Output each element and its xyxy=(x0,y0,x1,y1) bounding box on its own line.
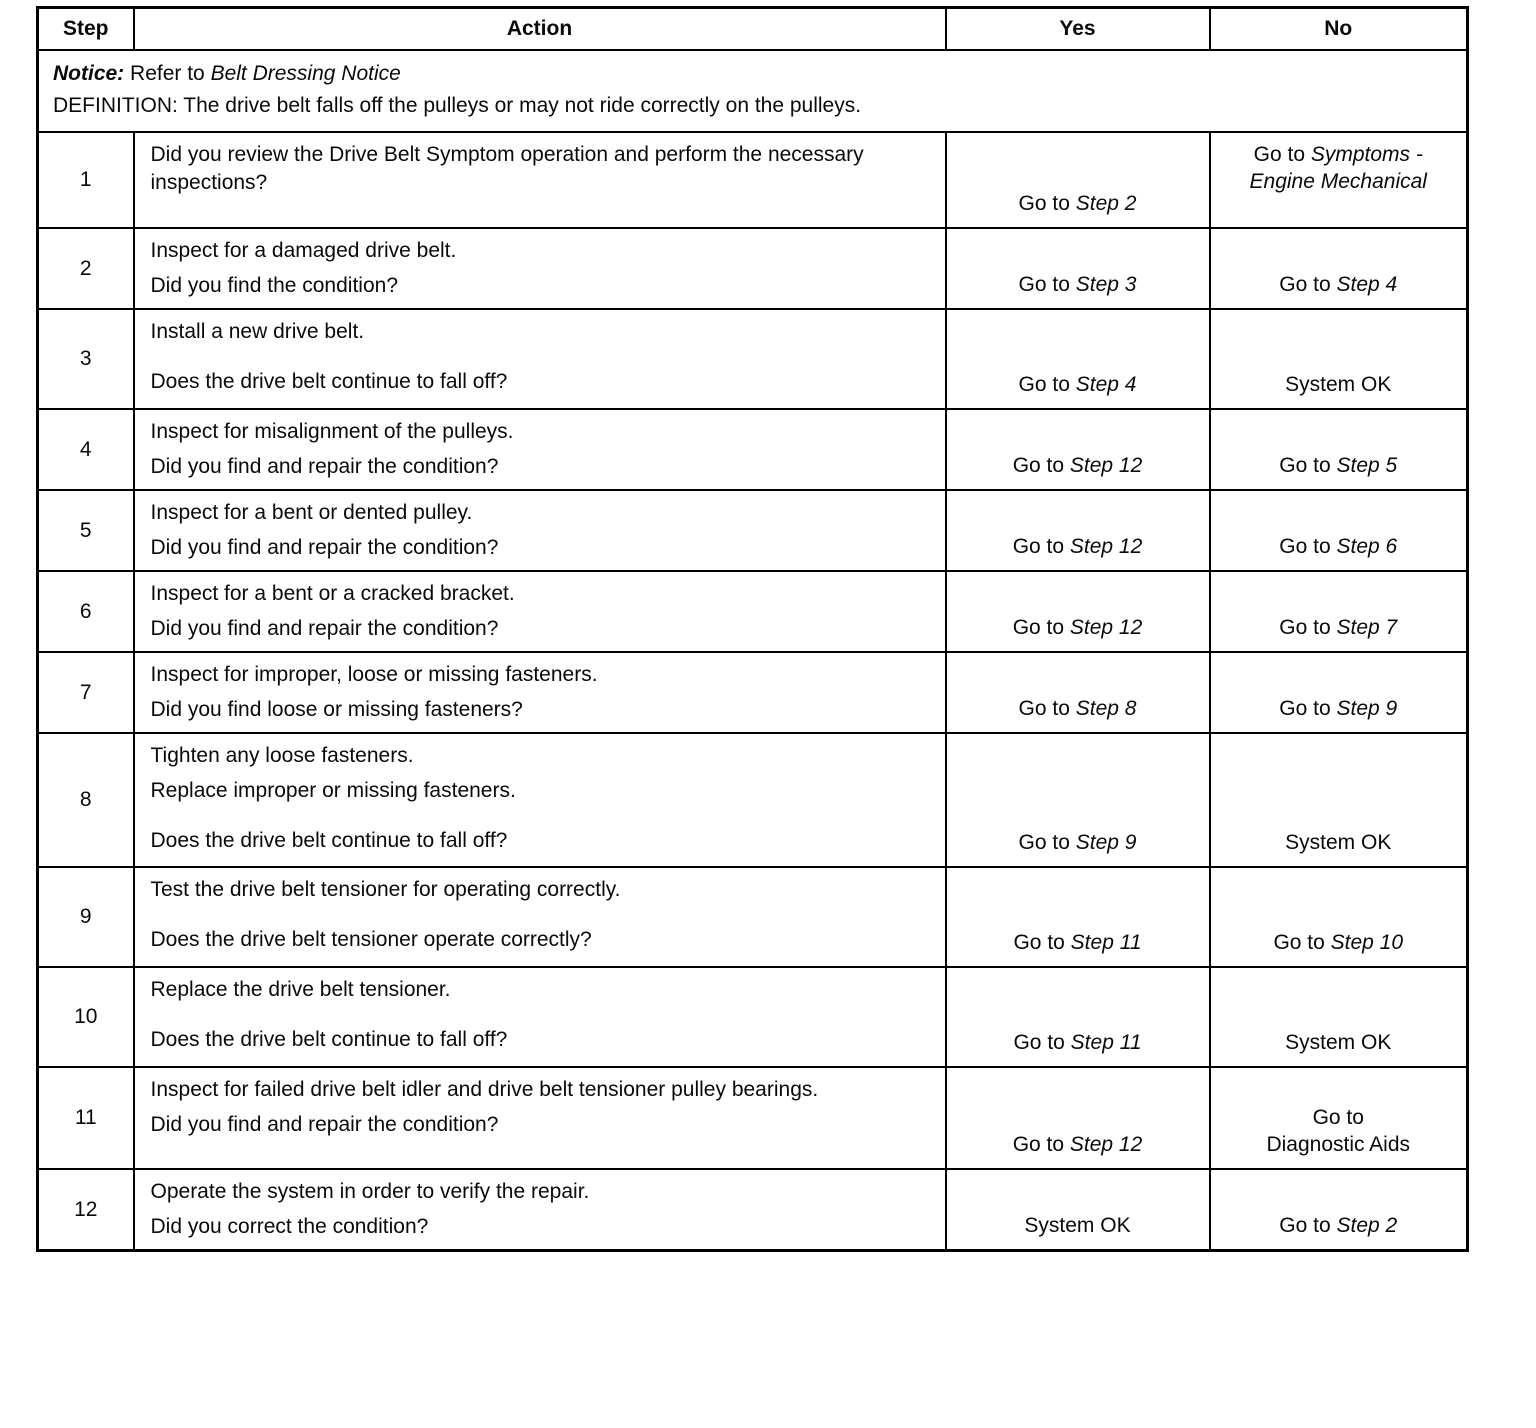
text-segment: Go to xyxy=(1012,454,1070,477)
action-line: Replace the drive belt tensioner. xyxy=(150,978,451,1001)
yes-cell xyxy=(946,409,1210,490)
step-cell: 2 xyxy=(38,228,134,309)
no-cell xyxy=(1210,867,1468,967)
yes-cell xyxy=(946,490,1210,571)
step-cell: 11 xyxy=(38,1067,134,1169)
action-spacer xyxy=(151,346,937,368)
action-spacer xyxy=(151,1004,937,1026)
action-cell xyxy=(134,1169,946,1251)
action-line: Tighten any loose fasteners. xyxy=(150,744,414,767)
text-segment: Step 12 xyxy=(1069,1133,1143,1156)
action-line: Does the drive belt continue to fall off? xyxy=(150,370,508,393)
action-line: Inspect for a damaged drive belt. xyxy=(150,239,457,262)
step-cell: 12 xyxy=(38,1169,134,1251)
action-line: Inspect for failed drive belt idler and drive belt tensioner pulley bearings. xyxy=(150,1078,819,1101)
no-cell xyxy=(1210,967,1468,1067)
action-line: Inspect for improper, loose or missing fasteners. xyxy=(150,663,598,686)
step-cell: 4 xyxy=(38,409,134,490)
choice-line xyxy=(953,533,1203,560)
action-line: Did you find and repair the condition? xyxy=(150,617,499,640)
action-line: Does the drive belt tensioner operate correctly? xyxy=(150,928,592,951)
text-segment: Go to xyxy=(1018,373,1076,396)
no-cell xyxy=(1210,228,1468,309)
action-spacer xyxy=(151,805,937,827)
step-cell: 8 xyxy=(38,733,134,867)
choice-line xyxy=(953,614,1203,641)
action-line: Did you find the condition? xyxy=(150,274,398,297)
action-cell xyxy=(134,652,946,733)
text-segment: Go to xyxy=(1279,1214,1337,1237)
text-segment: Go to xyxy=(1253,143,1311,166)
notice-row xyxy=(38,50,1468,132)
step-cell: 1 xyxy=(38,132,134,228)
text-segment: Go to xyxy=(1018,192,1076,215)
definition-text: DEFINITION: The drive belt falls off the pulleys or may not ride correctly on the pulleys. xyxy=(53,94,862,117)
text-segment: Step 4 xyxy=(1336,273,1398,296)
text-segment: Step 8 xyxy=(1075,697,1137,720)
text-segment: Step 9 xyxy=(1336,697,1398,720)
action-cell xyxy=(134,867,946,967)
no-cell xyxy=(1210,571,1468,652)
yes-cell xyxy=(946,733,1210,867)
no-cell xyxy=(1210,1067,1468,1169)
text-segment: Step 2 xyxy=(1075,192,1137,215)
table-row xyxy=(38,1169,1468,1251)
action-cell xyxy=(134,571,946,652)
action-line: Inspect for misalignment of the pulleys. xyxy=(150,420,514,443)
text-segment: Go to xyxy=(1279,697,1337,720)
text-segment: Go to xyxy=(1013,1031,1071,1054)
yes-cell xyxy=(946,309,1210,409)
action-line: Did you find loose or missing fasteners? xyxy=(150,698,523,721)
table-body xyxy=(38,50,1468,1251)
text-segment: Step 11 xyxy=(1070,931,1142,954)
no-cell xyxy=(1210,490,1468,571)
action-line: Did you correct the condition? xyxy=(150,1215,429,1238)
table-row xyxy=(38,652,1468,733)
action-cell xyxy=(134,1067,946,1169)
text-segment: Step 2 xyxy=(1336,1214,1398,1237)
table-row xyxy=(38,571,1468,652)
choice-line xyxy=(1217,614,1461,641)
choice-line xyxy=(1217,1104,1461,1131)
table-row xyxy=(38,228,1468,309)
text-segment: Go to xyxy=(1018,697,1076,720)
yes-cell xyxy=(946,228,1210,309)
yes-cell xyxy=(946,571,1210,652)
action-cell xyxy=(134,733,946,867)
text-segment: Step 5 xyxy=(1336,454,1398,477)
action-line: Test the drive belt tensioner for operating correctly. xyxy=(150,878,621,901)
yes-cell xyxy=(946,967,1210,1067)
choice-line xyxy=(1217,168,1461,195)
no-cell xyxy=(1210,733,1468,867)
choice-line xyxy=(1217,141,1461,168)
text-segment: System OK xyxy=(1285,373,1392,396)
no-cell xyxy=(1210,1169,1468,1251)
choice-line xyxy=(1217,533,1461,560)
action-line: Did you find and repair the condition? xyxy=(150,455,499,478)
step-cell: 3 xyxy=(38,309,134,409)
header-step: Step xyxy=(38,8,134,51)
choice-line xyxy=(953,1212,1203,1239)
diagnostic-table xyxy=(36,6,1469,1252)
action-line: Did you find and repair the condition? xyxy=(150,536,499,559)
action-spacer xyxy=(151,904,937,926)
no-cell xyxy=(1210,309,1468,409)
action-line: Did you review the Drive Belt Symptom operation and perform the necessary inspections? xyxy=(150,143,864,194)
yes-cell xyxy=(946,652,1210,733)
choice-line xyxy=(953,1131,1203,1158)
header-row xyxy=(38,8,1468,51)
no-cell xyxy=(1210,132,1468,228)
text-segment: Step 4 xyxy=(1075,373,1137,396)
action-line: Install a new drive belt. xyxy=(150,320,365,343)
choice-line xyxy=(1217,829,1461,856)
choice-line xyxy=(1217,1212,1461,1239)
table-row xyxy=(38,132,1468,228)
action-cell xyxy=(134,490,946,571)
yes-cell xyxy=(946,132,1210,228)
yes-cell xyxy=(946,1169,1210,1251)
text-segment: Step 11 xyxy=(1070,1031,1142,1054)
choice-line xyxy=(1217,695,1461,722)
header-no: No xyxy=(1210,8,1468,51)
text-segment: Go to xyxy=(1012,535,1070,558)
text-segment: Go to xyxy=(1012,616,1070,639)
text-segment: Go to xyxy=(1279,535,1337,558)
action-line: Inspect for a bent or dented pulley. xyxy=(150,501,473,524)
text-segment: Step 12 xyxy=(1069,535,1143,558)
header-yes: Yes xyxy=(946,8,1210,51)
text-segment: Step 7 xyxy=(1336,616,1398,639)
text-segment: System OK xyxy=(1285,831,1392,854)
text-segment: Step 12 xyxy=(1069,616,1143,639)
action-line: Does the drive belt continue to fall off? xyxy=(150,1028,508,1051)
text-segment: Go to xyxy=(1279,616,1337,639)
choice-line xyxy=(953,695,1203,722)
choice-line xyxy=(1217,452,1461,479)
action-line: Inspect for a bent or a cracked bracket. xyxy=(150,582,515,605)
table-row xyxy=(38,733,1468,867)
action-line: Replace improper or missing fasteners. xyxy=(150,779,516,802)
step-cell: 7 xyxy=(38,652,134,733)
choice-line xyxy=(953,190,1203,217)
text-segment: Go to xyxy=(1273,931,1331,954)
text-segment: System OK xyxy=(1024,1214,1131,1237)
text-segment: Go to xyxy=(1279,273,1337,296)
text-segment: Diagnostic Aids xyxy=(1266,1133,1411,1156)
yes-cell xyxy=(946,867,1210,967)
choice-line xyxy=(953,452,1203,479)
notice-text xyxy=(53,59,1460,89)
choice-line xyxy=(953,271,1203,298)
action-line: Operate the system in order to verify the repair. xyxy=(150,1180,590,1203)
action-cell xyxy=(134,409,946,490)
step-cell: 9 xyxy=(38,867,134,967)
text-segment: Step 6 xyxy=(1336,535,1398,558)
no-cell xyxy=(1210,409,1468,490)
text-segment: Belt Dressing Notice xyxy=(210,62,401,85)
choice-line xyxy=(1217,271,1461,298)
action-cell xyxy=(134,309,946,409)
text-segment: Step 12 xyxy=(1069,454,1143,477)
yes-cell xyxy=(946,1067,1210,1169)
text-segment: Go to xyxy=(1012,1133,1070,1156)
action-line: Does the drive belt continue to fall off? xyxy=(150,829,508,852)
step-cell: 5 xyxy=(38,490,134,571)
no-cell xyxy=(1210,652,1468,733)
table-row xyxy=(38,409,1468,490)
text-segment: Go to xyxy=(1018,831,1076,854)
choice-line xyxy=(953,1029,1203,1056)
notice-cell xyxy=(38,50,1468,132)
table-row xyxy=(38,490,1468,571)
action-cell xyxy=(134,967,946,1067)
choice-line xyxy=(953,371,1203,398)
text-segment: Step 10 xyxy=(1330,931,1404,954)
text-segment: Engine Mechanical xyxy=(1249,170,1427,193)
text-segment: Go to xyxy=(1279,454,1337,477)
text-segment: Step 3 xyxy=(1075,273,1137,296)
action-cell xyxy=(134,132,946,228)
text-segment: Symptoms - xyxy=(1310,143,1423,166)
choice-line xyxy=(1217,929,1461,956)
text-segment: Notice: xyxy=(53,62,125,85)
header-action: Action xyxy=(134,8,946,51)
choice-line xyxy=(1217,371,1461,398)
text-segment: Step 9 xyxy=(1075,831,1137,854)
step-cell: 10 xyxy=(38,967,134,1067)
text-segment: Go to xyxy=(1013,931,1071,954)
choice-line xyxy=(953,829,1203,856)
text-segment: System OK xyxy=(1285,1031,1392,1054)
table-row xyxy=(38,309,1468,409)
choice-line xyxy=(1217,1131,1461,1158)
table-row xyxy=(38,1067,1468,1169)
step-cell: 6 xyxy=(38,571,134,652)
choice-line xyxy=(953,929,1203,956)
text-segment: Go to xyxy=(1018,273,1076,296)
table-row xyxy=(38,867,1468,967)
action-line: Did you find and repair the condition? xyxy=(150,1113,499,1136)
text-segment: Refer to xyxy=(124,62,211,85)
text-segment: Go to xyxy=(1312,1106,1364,1129)
action-cell xyxy=(134,228,946,309)
choice-line xyxy=(1217,1029,1461,1056)
table-row xyxy=(38,967,1468,1067)
